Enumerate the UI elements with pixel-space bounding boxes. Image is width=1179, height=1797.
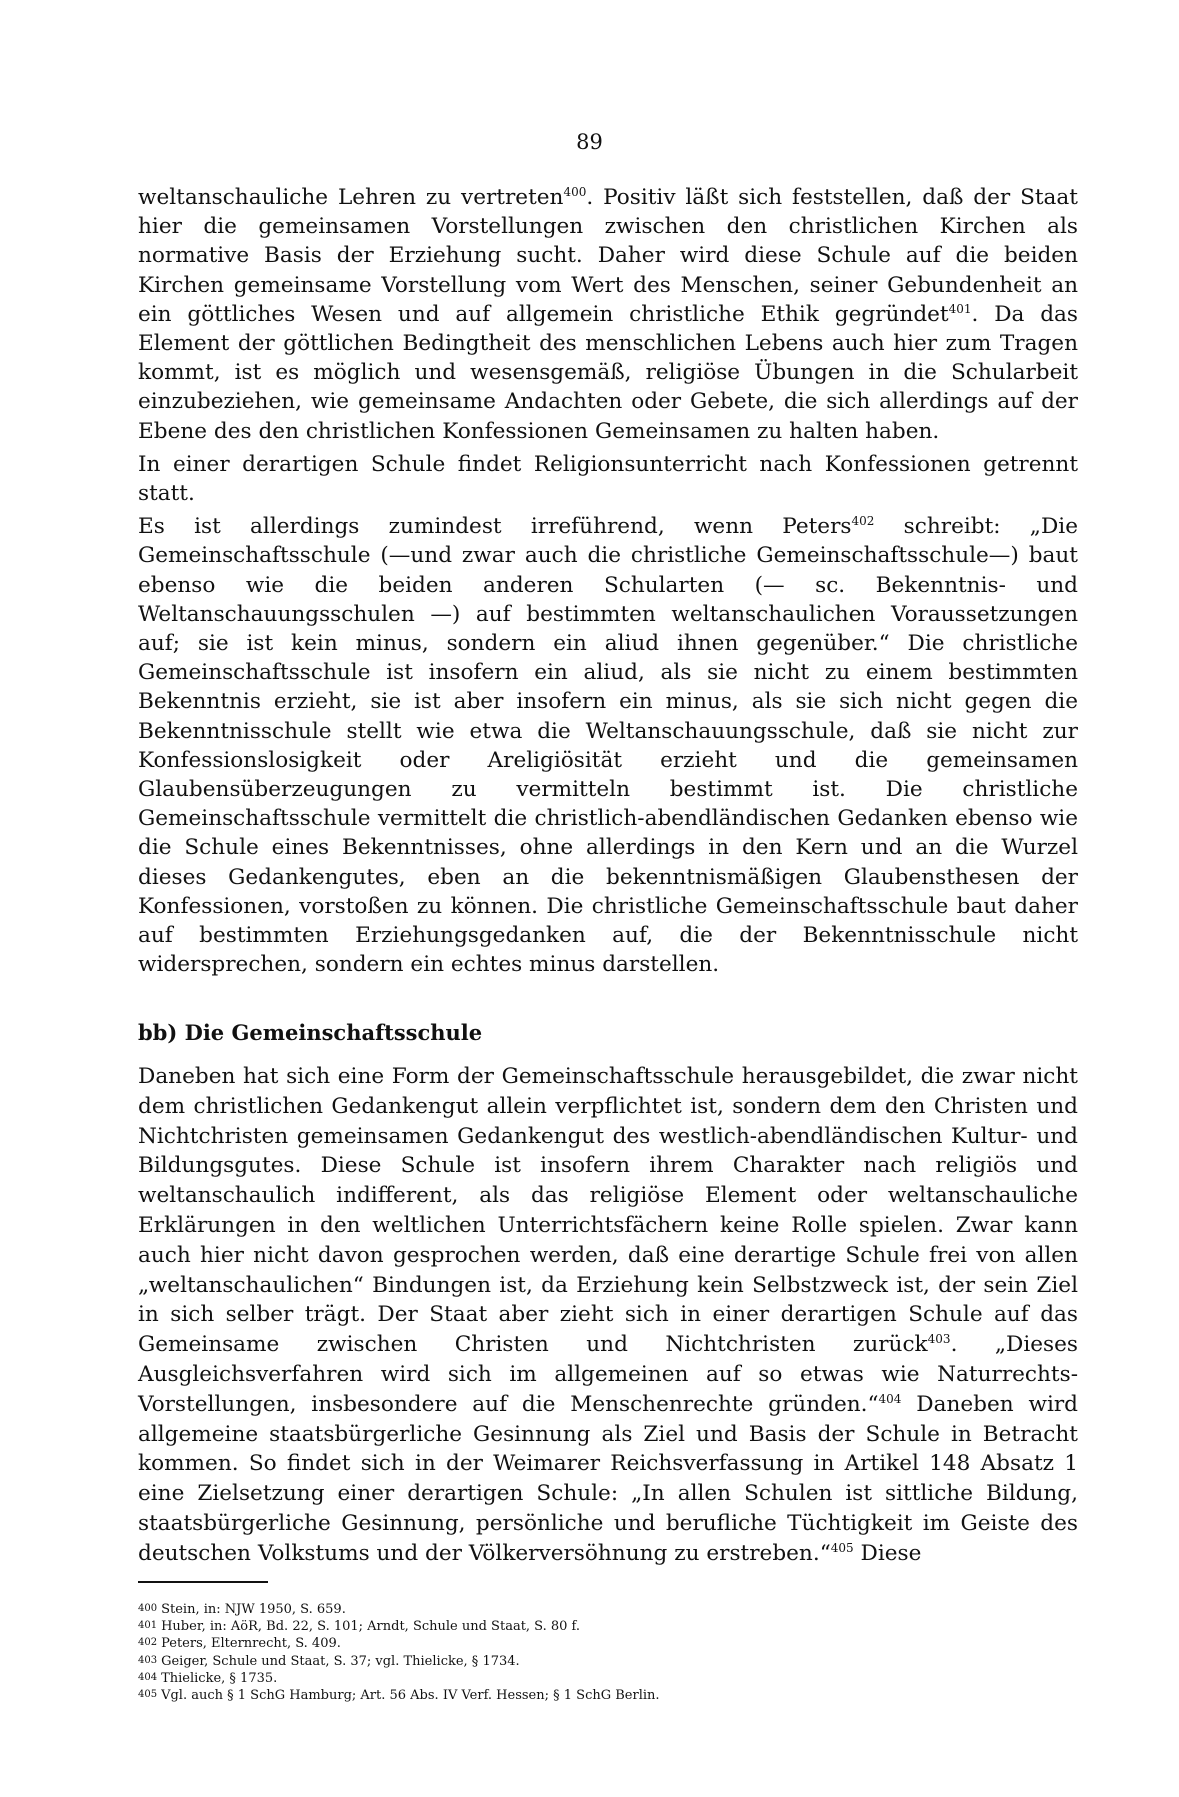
footnote-ref: 402	[851, 514, 875, 529]
footnote-text: Vgl. auch § 1 SchG Hamburg; Art. 56 Abs. IV Verf. Hessen; § 1 SchG Berlin.	[161, 1688, 660, 1704]
footnote-ref: 400	[563, 184, 587, 199]
footnote-number: 403	[138, 1654, 158, 1666]
section-heading: bb) Die Gemeinschaftsschule	[138, 1020, 483, 1045]
paragraph	[138, 512, 1078, 979]
footnote-text: Huber, in: AöR, Bd. 22, S. 101; Arndt, Schule und Staat, S. 80 f.	[161, 1619, 581, 1635]
footnote	[138, 1602, 1078, 1619]
text: . Positiv läßt sich feststellen, daß der Staat hier die gemeinsamen Vorstellungen zwischen den christlichen Kirchen als normative Basis der Erziehung sucht. Daher wird diese Schule auf die beiden Kirchen gemeinsame Vorstellung vom Wert des Menschen, seiner Gebundenheit an ein göttliches Wesen und auf allgemein christliche Ethik gegründet	[138, 185, 1078, 327]
footnote-ref: 404	[878, 1391, 902, 1406]
footnote	[138, 1619, 1078, 1636]
footnote-ref: 405	[830, 1540, 854, 1555]
footnote-number: 404	[138, 1671, 158, 1683]
paragraph	[138, 183, 1078, 446]
text: schreibt: „Die Gemeinschaftsschule (—und zwar auch die christliche Gemeinschaftsschule—) baut ebenso wie die beiden anderen Schularten (— sc. Bekenntnis- und Weltanschauungsschulen —) auf bestimmten weltanschaulichen Voraussetzungen auf; sie ist kein minus, sondern ein aliud ihnen gegenüber.“ Die christliche Gemeinschaftsschule ist insofern ein aliud, als sie nicht zu einem bestimmten Bekenntnis erzieht, sie ist aber insofern ein minus, als sie sich nicht gegen die Bekenntnisschule stellt wie etwa die Weltanschauungsschule, daß sie nicht zur Konfessionslosigkeit oder Areligiösität erzieht und die gemeinsamen Glaubensüberzeugungen zu vermitteln bestimmt ist. Die christliche Gemeinschaftsschule vermittelt die christlich-abendländischen Gedanken ebenso wie die Schule eines Bekenntnisses, ohne allerdings in den Kern und an die Wurzel dieses Gedankengutes, eben an die bekenntnismäßigen Glaubensthesen der Konfessionen, vorstoßen zu können. Die christliche Gemeinschaftsschule baut daher auf bestimmten Erziehungsgedanken auf, die der Bekenntnisschule nicht widersprechen, sondern ein echtes minus darstellen.	[138, 514, 1078, 978]
section-community-school	[138, 1062, 1078, 1569]
footnote-number: 405	[138, 1689, 158, 1701]
footnote-text: Peters, Elternrecht, S. 409.	[161, 1636, 341, 1652]
footnote-number: 402	[138, 1637, 158, 1649]
text: Diese	[853, 1540, 922, 1566]
footnote-ref: 401	[948, 301, 972, 316]
footnote-number: 401	[138, 1620, 158, 1632]
footnote	[138, 1654, 1078, 1671]
footnotes	[138, 1602, 1078, 1705]
footnote	[138, 1636, 1078, 1653]
paragraph	[138, 1062, 1078, 1569]
footnote	[138, 1671, 1078, 1688]
footnote-text: Geiger, Schule und Staat, S. 37; vgl. Thielicke, § 1734.	[161, 1653, 520, 1669]
page-number: 89	[576, 130, 603, 154]
footnote-text: Thielicke, § 1735.	[161, 1670, 278, 1686]
section-christian-community-school	[138, 183, 1078, 979]
footnote-number: 400	[138, 1603, 158, 1614]
text: . „Dieses Ausgleichsverfahren wird sich im allgemeinen auf so etwas wie Naturrechts-Vorstellungen, insbesondere auf die Menschenrechte gründen.“	[138, 1332, 1078, 1417]
text: Es ist allerdings zumindest irreführend, wenn Peters	[138, 514, 852, 540]
text: Daneben wird allgemeine staatsbürgerliche Gesinnung als Ziel und Basis der Schule in Betracht kommen. So findet sich in der Weimarer Reichsverfassung in Artikel 148 Absatz 1 eine Zielsetzung einer derartigen Schule: „In allen Schulen ist sittliche Bildung, staatsbürgerliche Gesinnung, persönliche und berufliche Tüchtigkeit im Geiste des deutschen Volkstums und der Völkerversöhnung zu erstreben.“	[138, 1391, 1078, 1566]
text: Daneben hat sich eine Form der Gemeinschaftsschule herausgebildet, die zwar nicht dem christlichen Gedankengut allein verpflichtet ist, sondern dem den Christen und Nichtchristen gemeinsamen Gedankengut des westlich-abendländischen Kultur- und Bildungsgutes. Diese Schule ist insofern ihrem Charakter nach religiös und weltanschaulich indifferent, als das religiöse Element oder weltanschauliche Erklärungen in den weltlichen Unterrichtsfächern keine Rolle spielen. Zwar kann auch hier nicht davon gesprochen werden, daß eine derartige Schule frei von allen „weltanschaulichen“ Bindungen ist, da Erziehung kein Selbstzweck ist, der sein Ziel in sich selber trägt. Der Staat aber zieht sich in einer derartigen Schule auf das Gemeinsame zwischen Christen und Nichtchristen zurück	[138, 1064, 1078, 1358]
footnote-divider	[138, 1581, 268, 1583]
text: weltanschauliche Lehren zu vertreten	[138, 185, 564, 210]
footnote-text: Stein, in: NJW 1950, S. 659.	[161, 1602, 346, 1617]
footnote-ref: 403	[927, 1331, 951, 1346]
paragraph: In einer derartigen Schule findet Religionsunterricht nach Konfessionen getrennt statt.	[138, 451, 1078, 507]
footnote	[138, 1688, 1078, 1705]
text: . Da das Element der göttlichen Bedingtheit des menschlichen Lebens auch hier zum Tragen kommt, ist es möglich und wesensgemäß, religiöse Übungen in die Schularbeit einzubeziehen, wie gemeinsame Andachten oder Gebete, die sich allerdings auf der Ebene des den christlichen Konfessionen Gemeinsamen zu halten haben.	[138, 301, 1078, 444]
